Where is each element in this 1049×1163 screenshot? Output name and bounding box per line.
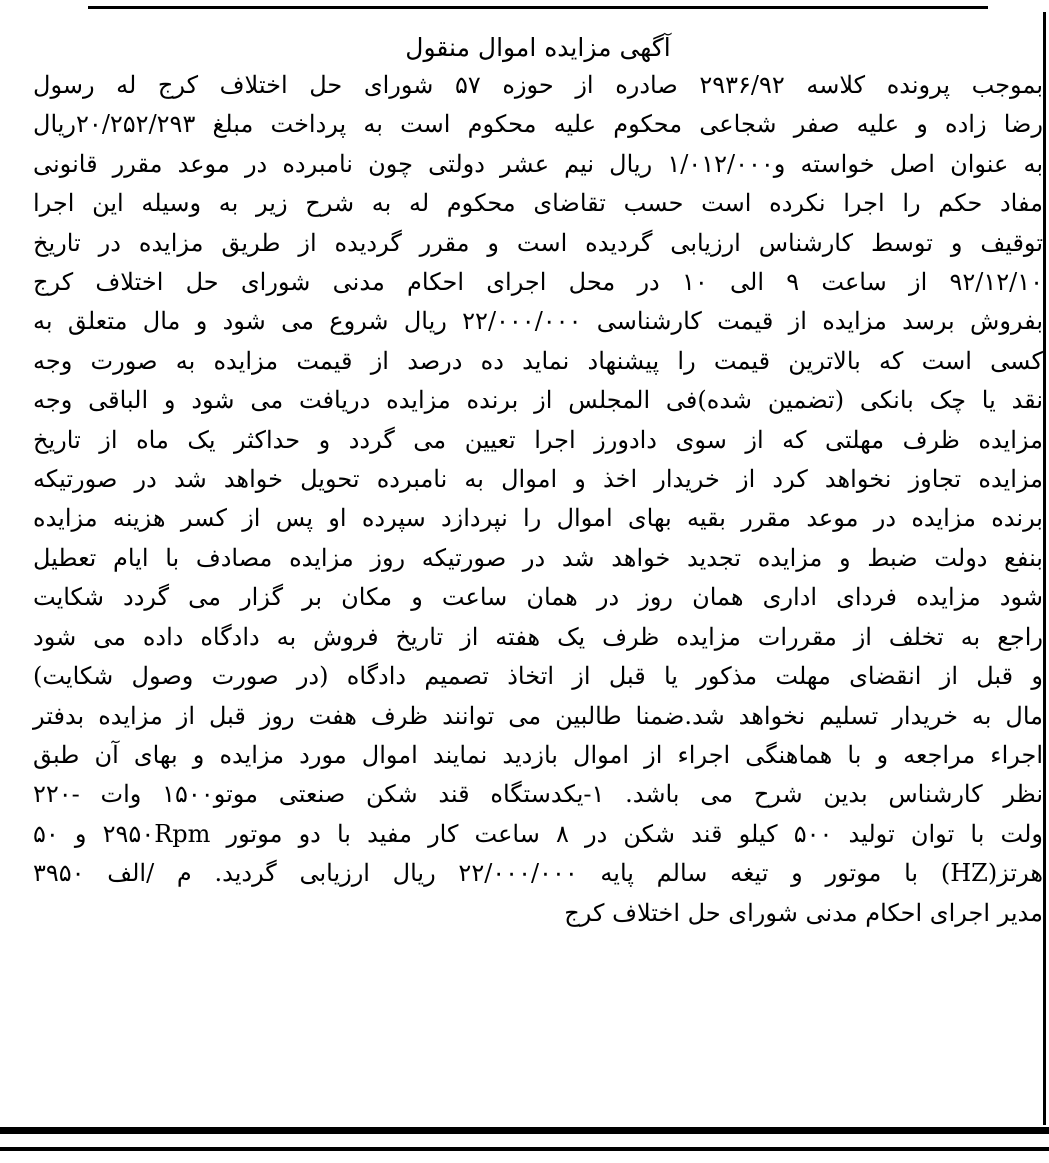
- notice-line: نقد یا چک بانکی (تضمین شده)فی المجلس از برنده مزایده دریافت می شود و الباقی وجه: [33, 386, 1044, 415]
- notice-line: شود مزایده فردای اداری همان روز در همان ساعت و مکان بر گزار می گردد شکایت: [33, 583, 1043, 612]
- notice-line: هرتز(HZ) با موتور و تیغه سالم پایه ۲۲/۰۰۰/۰۰۰ ریال ارزیابی گردید. م /الف ۳۹۵۰: [33, 859, 1043, 888]
- notice-line: مال به خریدار تسلیم نخواهد شد.ضمنا طالبین می توانند ظرف هفت روز قبل از مزایده بدفتر: [33, 701, 1043, 730]
- notice-line: مزایده ظرف مهلتی که از سوی دادورز اجرا تعیین می گردد و حداکثر یک ماه از تاریخ: [33, 425, 1043, 454]
- notice-line: بموجب پرونده کلاسه ۲۹۳۶/۹۲ صادره از حوزه ۵۷ شورای حل اختلاف کرج له رسول: [33, 71, 1044, 99]
- notice-line: و قبل از انقضای مهلت مذکور یا قبل از اتخاذ تصمیم دادگاه (در صورت وصول شکایت): [33, 662, 1043, 691]
- notice-line: بفروش برسد مزایده از قیمت کارشناسی ۲۲/۰۰۰/۰۰۰ ریال شروع می شود و مال متعلق به: [33, 307, 1043, 336]
- notice-line: رضا زاده و علیه صفر شجاعی محکوم علیه محکوم است به پرداخت مبلغ ۲۰/۲۵۲/۲۹۳ریال: [33, 110, 1043, 139]
- notice-line: اجراء مراجعه و با هماهنگی اجراء از اموال بازدید نمایند اموال مورد مزایده و بهای آن طبق: [33, 740, 1043, 769]
- notice-signature: مدیر اجرای احکام مدنی شورای حل اختلاف کرج: [564, 898, 1043, 927]
- notice-line: بنفع دولت ضبط و مزایده تجدید خواهد شد در صورتیکه روز مزایده مصادف با ایام تعطیل: [33, 543, 1043, 572]
- notice-line: راجع به تخلف از مقررات مزایده ظرف یک هفته از تاریخ فروش به دادگاه داده می شود: [33, 622, 1043, 651]
- notice-line: مزایده تجاوز نخواهد کرد از خریدار اخذ و اموال به نامبرده تحویل خواهد شد در صورتیکه: [33, 465, 1043, 494]
- top-rule: [88, 6, 988, 9]
- auction-notice: [33, 30, 1043, 933]
- notice-line: ۹۲/۱۲/۱۰ از ساعت ۹ الی ۱۰ در محل اجرای احکام مدنی شورای حل اختلاف کرج: [33, 268, 1044, 297]
- notice-line: نظر کارشناس بدین شرح می باشد. ۱-یکدستگاه قند شکن صنعتی موتو۱۵۰۰ وات -۲۲۰: [33, 780, 1044, 809]
- notice-line: مفاد حکم را اجرا نکرده است حسب تقاضای محکوم له به شرح زیر به وسیله این اجرا: [33, 189, 1043, 218]
- notice-line: برنده مزایده در موعد مقرر بقیه بهای اموال را نپردازد سپرده او پس از کسر هزینه مزایده: [33, 504, 1043, 533]
- notice-line: به عنوان اصل خواسته و۱/۰۱۲/۰۰۰ ریال نیم عشر دولتی چون نامبرده در موعد مقرر قانونی: [33, 149, 1043, 178]
- notice-line: توقیف و توسط کارشناس ارزیابی گردیده است و مقرر گردیده از طریق مزایده در تاریخ: [33, 228, 1043, 257]
- notice-title: آگهی مزایده اموال منقول: [405, 33, 671, 62]
- notice-line: کسی است که بالاترین قیمت را پیشنهاد نماید ده درصد از قیمت مزایده به صورت وجه: [33, 346, 1043, 375]
- bottom-thin-rule: [0, 1147, 1049, 1151]
- bottom-thick-rule: [0, 1127, 1049, 1134]
- notice-line: ولت با توان تولید ۵۰۰ کیلو قند شکن در ۸ ساعت کار مفید با دو موتور ۲۹۵۰Rpm و ۵۰: [33, 819, 1043, 848]
